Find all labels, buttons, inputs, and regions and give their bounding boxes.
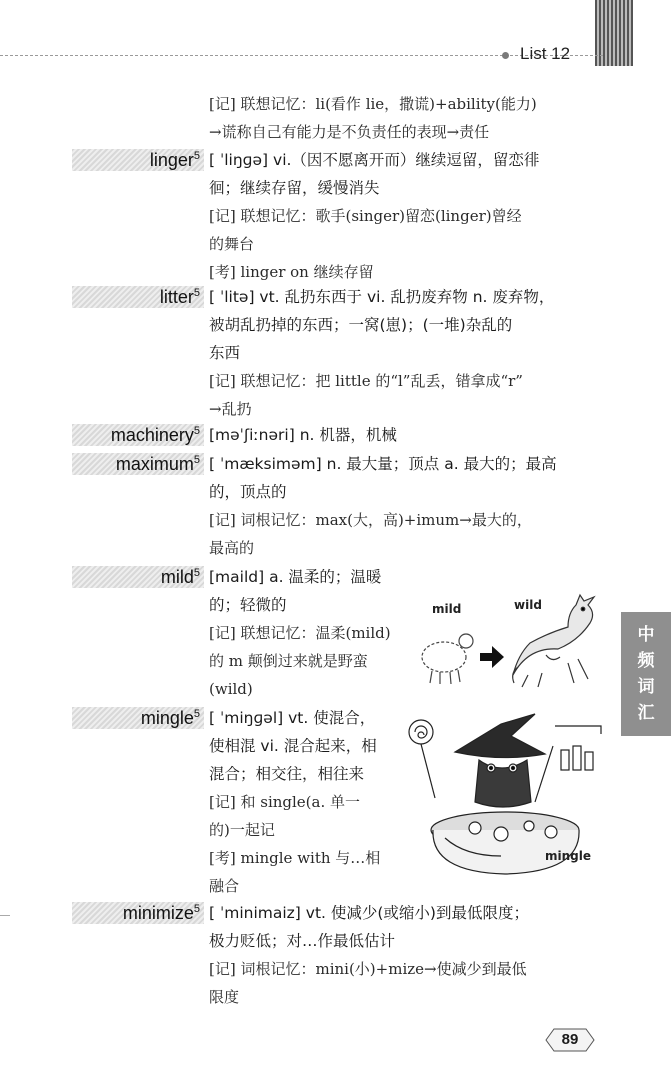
entry-line: [记] 联想记忆：温柔(mild)	[209, 624, 391, 642]
entry-line: 被胡乱扔掉的东西；一窝(崽)；(一堆)杂乱的	[209, 316, 513, 334]
entry-line: [记] 联想记忆：歌手(singer)留恋(linger)曾经	[209, 207, 522, 225]
entry-line: [记] 和 single(a. 单一	[209, 793, 361, 811]
side-tab-char: 中	[637, 625, 655, 645]
entry-line: 的 m 颠倒过来就是野蛮	[209, 652, 368, 670]
side-tab-char: 汇	[637, 703, 655, 723]
entry-line: 徊；继续存留，缓慢消失	[209, 179, 380, 197]
corner-stripe-decoration	[595, 0, 633, 66]
entry-line: 的；轻微的	[209, 596, 287, 614]
headword-litter	[72, 286, 204, 308]
header-rule	[0, 55, 603, 56]
headword-maximum	[72, 453, 204, 475]
entry-line: [ ˈmiŋɡəl] vt. 使混合，	[209, 709, 376, 727]
illus-label-wild: wild	[514, 598, 542, 612]
headword-mild	[72, 566, 204, 588]
side-tab-char: 词	[637, 677, 655, 697]
entry-line: 的)一起记	[209, 821, 275, 839]
entry-line: [ ˈliŋɡə] vi.（因不愿离开而）继续逗留，留恋徘	[209, 151, 540, 169]
headword-text: mild	[160, 567, 194, 587]
arrow-right-icon	[480, 646, 504, 668]
headword-mingle	[72, 707, 204, 729]
headword-text: machinery	[110, 425, 194, 445]
frequency-level: 5	[193, 425, 200, 437]
entry-line: [məˈʃiːnəri] n. 机器，机械	[209, 426, 397, 444]
entry-line: →乱扔	[209, 400, 252, 418]
frequency-level: 5	[193, 903, 200, 915]
list-title: List 12	[520, 44, 571, 63]
entry-line: 最高的	[209, 539, 255, 557]
headword-text: minimize	[122, 903, 194, 923]
entry-line: 使相混 vi. 混合起来，相	[209, 737, 377, 755]
entry-line: 的，顶点的	[209, 483, 287, 501]
frequency-level: 5	[193, 567, 200, 579]
frequency-level: 5	[193, 454, 200, 466]
mild-wild-illustration	[418, 583, 608, 693]
entry-line: (wild)	[209, 680, 253, 698]
entry-line: [ ˈmæksiməm] n. 最大量；顶点 a. 最大的；最高	[209, 455, 557, 473]
margin-tick	[0, 915, 10, 916]
frequency-level: 5	[193, 287, 200, 299]
sheep-icon	[422, 634, 473, 684]
illus-label-mild: mild	[432, 602, 462, 616]
headword-text: linger	[149, 150, 194, 170]
entry-line: 东西	[209, 344, 241, 362]
page-number	[540, 1026, 600, 1054]
entry-line: 限度	[209, 988, 240, 1006]
entry-line: 的舞台	[209, 235, 255, 253]
entry-line: [maild] a. 温柔的；温暖	[209, 568, 382, 586]
illus-label-mingle: mingle	[545, 849, 592, 863]
headword-minimize	[72, 902, 204, 924]
entry-line: 融合	[209, 877, 240, 895]
side-tab-char: 频	[637, 651, 655, 671]
entry-line: [记] 词根记忆：mini(小)+mize→使减少到最低	[209, 960, 527, 978]
headword-linger	[72, 149, 204, 171]
entry-line: [考] mingle with 与…相	[209, 849, 381, 867]
entry-line: [记] 词根记忆：max(大，高)+imum→最大的，	[209, 511, 532, 529]
frequency-level: 5	[193, 708, 200, 720]
entry-line: [记] 联想记忆：把 little 的“l”乱丢，错拿成“r”	[209, 372, 523, 390]
side-tab-frequent-words[interactable]	[621, 612, 671, 736]
headword-text: mingle	[140, 708, 194, 728]
entry-line: [ ˈlitə] vt. 乱扔东西于 vi. 乱扔废弃物 n. 废弃物，	[209, 288, 555, 306]
mingle-illustration	[405, 706, 610, 878]
frequency-level: 5	[193, 150, 200, 162]
headword-text: maximum	[115, 454, 194, 474]
entry-line: [ ˈminimaiz] vt. 使减少(或缩小)到最低限度；	[209, 904, 529, 922]
page-number-text: 89	[561, 1031, 579, 1048]
entry-line: [记] 联想记忆：li(看作 lie，撒谎)+ability(能力)	[209, 95, 537, 113]
entry-line: 极力贬低；对…作最低估计	[209, 932, 396, 950]
entry-line: 混合；相交往，相往来	[209, 765, 365, 783]
headword-text: litter	[159, 287, 194, 307]
entry-line: →谎称自己有能力是不负责任的表现→责任	[209, 123, 490, 141]
headword-machinery	[72, 424, 204, 446]
entry-line: [考] linger on 继续存留	[209, 263, 374, 281]
header-dot-icon	[502, 52, 509, 59]
